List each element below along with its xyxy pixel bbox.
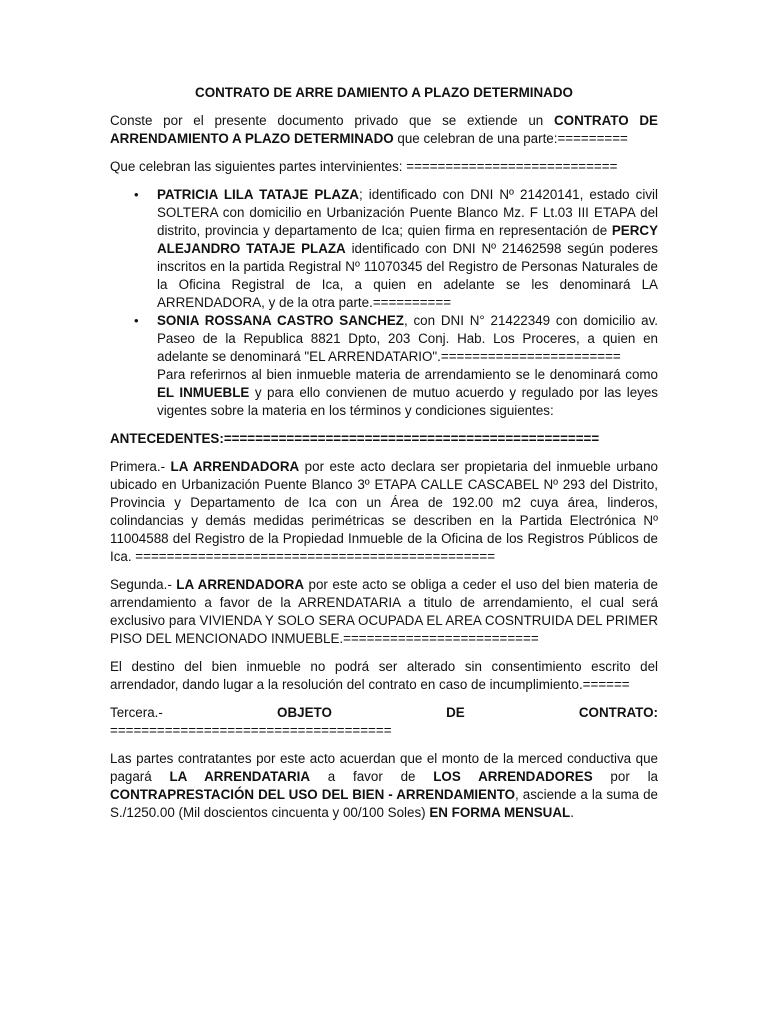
party2-name: SONIA ROSSANA CASTRO SANCHEZ: [157, 313, 404, 328]
partes-bold-2: LOS ARRENDADORES: [433, 769, 593, 784]
clause-tercera-heading: [110, 704, 658, 722]
bullet-icon: •: [134, 187, 139, 202]
partes-text-2: a favor de: [310, 769, 434, 784]
partes-bold-3: CONTRAPRESTACIÓN DEL USO DEL BIEN - ARRENDAMIENTO: [110, 787, 516, 802]
clause-segunda: [110, 576, 658, 648]
destino-paragraph: El destino del bien inmueble no podrá ser alterado sin consentimiento escrito del arrendador, dando lugar a la resolución del contrato en caso de incumplimiento.======: [110, 659, 658, 692]
party1-representative: PERCY ALEJANDRO TATAJE PLAZA: [157, 223, 658, 256]
segunda-text: por este acto se obliga a ceder el uso del bien materia de arrendamiento a favor de la ARRENDATARIA a titulo de arrendamiento, el cual será exclusivo para VIVIENDA Y SOLO SERA OCUPADA EL AREA COSNTRUIDA DEL PRIMER PISO DEL MENCIONADO INMUEBLE.=========================: [110, 577, 658, 646]
partes-text-4: , asciende a la suma de S./1250.00 (Mil doscientos cincuenta y 00/100 Soles): [110, 787, 658, 820]
primera-bold: LA ARRENDADORA: [170, 459, 300, 474]
partes-text-3: por la: [592, 769, 658, 784]
parties-intro: Que celebran las siguientes partes intervinientes: ===========================: [110, 159, 618, 174]
clause-primera: [110, 458, 658, 566]
tercera-word-objeto: OBJETO: [277, 705, 332, 720]
partes-paragraph: [110, 750, 658, 822]
primera-text: por este acto declara ser propietaria del inmueble urbano ubicado en Urbanización Puente Blanco 3º ETAPA CALLE CASCABEL Nº 293 del Distrito, Provincia y Departamento de Ica con un Área de 192.00 m2 cuya área, linderos, colindancias y demás medidas perimétricas se describen en la Partida Electrónica Nº 11004588 del Registro de la Propiedad Inmueble de la Oficina de los Registros Públicos de Ica. ==============================================: [110, 459, 658, 564]
tercera-word-de: DE: [446, 705, 465, 720]
party2-text-3: y para ello convienen de mutuo acuerdo y regulado por las leyes vigentes sobre la materia en los términos y condiciones siguientes:: [157, 385, 658, 418]
partes-bold-1: LA ARRENDATARIA: [169, 769, 310, 784]
party-item-arrendatario: [134, 312, 658, 420]
parties-list: [110, 186, 658, 420]
intro-paragraph: [110, 112, 658, 148]
bullet-icon: •: [134, 313, 139, 328]
segunda-label: Segunda.-: [110, 577, 177, 592]
party-item-arrendadora: [134, 186, 658, 312]
contract-type-bold: CONTRATO DE ARRENDAMIENTO A PLAZO DETERMINADO: [110, 113, 658, 146]
tercera-word-contrato: CONTRATO:: [578, 705, 658, 720]
party2-text-1: , con DNI N° 21422349 con domicilio av. Paseo de la Republica 8821 Dpto, 203 Conj. Hab. Los Proceres, a quien en adelante se denominará "EL ARRENDATARIO".=======================: [157, 313, 658, 364]
tercera-separator: ====================================: [110, 723, 392, 738]
intro-text-2: que celebran de una parte:=========: [393, 131, 628, 146]
intro-text-1: Conste por el presente documento privado que se extiende un: [110, 113, 554, 128]
antecedentes-heading-text: ANTECEDENTES:================================================: [110, 431, 600, 446]
partes-bold-4: EN FORMA MENSUAL: [429, 805, 571, 820]
document-title: CONTRATO DE ARRE DAMIENTO A PLAZO DETERMINADO: [195, 85, 573, 100]
party1-text-1: ; identificado con DNI Nº 21420141, estado civil SOLTERA con domicilio en Urbanización Puente Blanco Mz. F Lt.03 III ETAPA del distrito, provincia y departamento de Ica; quien firma en representación de: [157, 187, 658, 238]
segunda-bold: LA ARRENDADORA: [176, 577, 305, 592]
party2-text-2: Para referirnos al bien inmueble materia de arrendamiento se le denominará como: [157, 367, 658, 382]
party1-name: PATRICIA LILA TATAJE PLAZA: [157, 187, 359, 202]
partes-text-1: Las partes contratantes por este acto acuerdan que el monto de la merced conductiva que pagará: [110, 751, 658, 784]
tercera-label: Tercera.-: [110, 705, 163, 720]
party1-text-2: identificado con DNI Nº 21462598 según poderes inscritos en la partida Registral Nº 11070345 del Registro de Personas Naturales de la Oficina Registral de Ica, a quien en adelante se les denominará LA ARRENDADORA, y de la otra parte.==========: [157, 241, 658, 310]
partes-text-5: .: [570, 805, 574, 820]
primera-label: Primera.-: [110, 459, 171, 474]
antecedentes-heading: [110, 430, 658, 448]
el-inmueble-bold: EL INMUEBLE: [157, 385, 250, 400]
